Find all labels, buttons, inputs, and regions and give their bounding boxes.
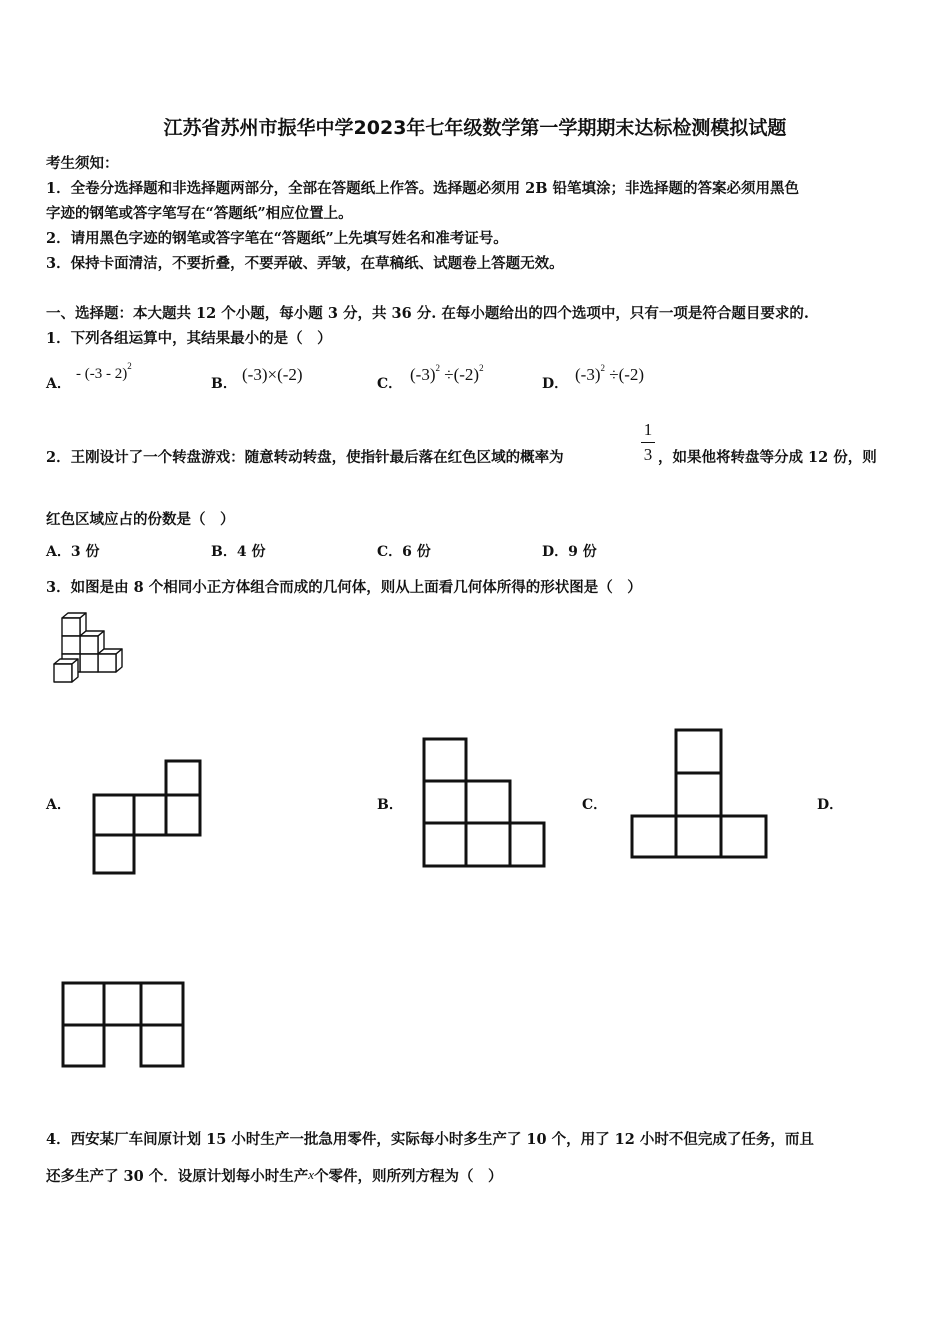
q1-label-a: A．: [46, 376, 71, 392]
q2-option-b: B．4 份: [211, 544, 266, 560]
q1-option-d: [575, 365, 644, 385]
q3-option-b-figure: [420, 736, 548, 870]
q1-d-op: ÷(-2): [609, 365, 645, 384]
notice-line-1b: 字迹的钢笔或答字笔写在“答题纸”相应位置上。: [46, 205, 353, 222]
notice-heading: 考生须知：: [46, 155, 119, 172]
q3-option-a-figure: [90, 758, 215, 876]
q2-fraction: [641, 420, 655, 465]
q4-stem-part2: 个零件，则所列方程为（ ）: [314, 1168, 503, 1185]
q4-stem-line1: 4．西安某厂车间原计划 15 小时生产一批急用零件，实际每小时多生产了 10 个，用了 12 小时不但完成了任务，而且: [46, 1131, 814, 1148]
q3-stem: 3．如图是由 8 个相同小正方体组合而成的几何体，则从上面看几何体所得的形状图是（ ）: [46, 579, 642, 596]
q3-label-c: C．: [582, 797, 608, 813]
notice-line-3: 3．保持卡面清洁，不要折叠，不要弄破、弄皱，在草稿纸、试题卷上答题无效。: [46, 255, 564, 272]
q1-label-c: C．: [377, 376, 403, 392]
q3-label-b: B．: [377, 797, 403, 813]
fraction-bar: [641, 442, 655, 443]
notice-line-1a: 1．全卷分选择题和非选择题两部分，全部在答题纸上作答。选择题必须用 2B 铅笔填涂；非选择题的答案必须用黑色: [46, 180, 800, 197]
q1-c-exp1: 2: [435, 363, 440, 373]
q4-stem-line2: [46, 1165, 503, 1186]
q2-frac-den: 3: [643, 445, 653, 464]
q1-a-exp: 2: [127, 361, 132, 371]
q2-frac-num: 1: [643, 420, 653, 439]
q2-stem-part3: 红色区域应占的份数是（ ）: [46, 511, 235, 528]
q2-option-d: D．9 份: [542, 544, 597, 560]
q1-d-base: (-3): [575, 365, 601, 384]
q3-option-d-figure: [59, 980, 187, 1070]
q1-c-base: (-3): [410, 365, 436, 384]
notice-line-2: 2．请用黑色字迹的钢笔或答字笔在“答题纸”上先填写姓名和准考证号。: [46, 230, 508, 247]
q1-label-b: B．: [211, 376, 237, 392]
page-title: 江苏省苏州市振华中学2023年七年级数学第一学期期末达标检测模拟试题: [163, 117, 787, 139]
section-heading: 一、选择题：本大题共 12 个小题，每小题 3 分，共 36 分. 在每小题给出的四个选项中，只有一项是符合题目要求的.: [46, 305, 809, 322]
q3-label-d: D．: [817, 797, 844, 813]
q1-d-exp: 2: [600, 363, 605, 373]
q2-option-a: A．3 份: [46, 544, 100, 560]
q1-option-b: [242, 365, 303, 385]
q3-option-c-figure: [628, 727, 770, 861]
q2-stem-part2: ，如果他将转盘等分成 12 份，则: [658, 449, 877, 466]
q2-stem-part1: 2．王刚设计了一个转盘游戏：随意转动转盘，使指针最后落在红色区域的概率为: [46, 449, 564, 466]
q1-c-exp2: 2: [479, 363, 484, 373]
q1-a-expr: - (-3 - 2): [76, 366, 128, 382]
q2-option-c: C．6 份: [377, 544, 431, 560]
q1-option-c: [410, 365, 484, 385]
q1-b-expr: (-3)×(-2): [242, 365, 303, 384]
q1-label-d: D．: [542, 376, 569, 392]
q4-stem-part1: 还多生产了 30 个．设原计划每小时生产: [46, 1168, 309, 1185]
q4-variable: x: [308, 1167, 315, 1182]
q3-label-a: A．: [46, 797, 71, 813]
q1-stem: 1．下列各组运算中，其结果最小的是（ ）: [46, 330, 332, 347]
q1-option-a: [76, 361, 132, 383]
cube-solid-figure: [50, 612, 132, 684]
q1-c-op: ÷(-2): [444, 365, 480, 384]
